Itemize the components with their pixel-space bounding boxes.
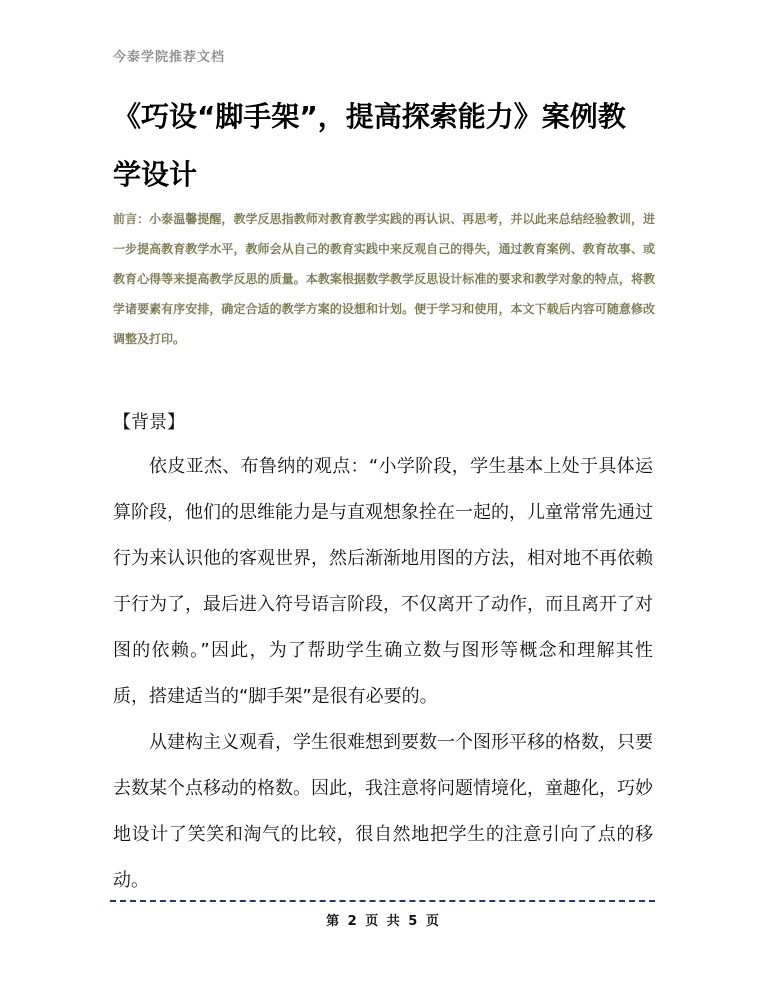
section-heading-background: 【背景】 — [113, 412, 185, 433]
document-title: 《巧设“脚手架”，提高探索能力》案例教学设计 — [113, 100, 626, 191]
header-brand: 今泰学院推荐文档 — [113, 50, 226, 65]
body-paragraph: 从建构主义观看，学生很难想到要数一个图形平移的格数，只要去数某个点移动的格数。因此，我注意将问题情境化，童趣化，巧妙地设计了笑笑和淘气的比较，很自然地把学生的注意引向了点的移动。 — [113, 732, 653, 891]
page-number: 第 2 页 共 5 页 — [326, 914, 439, 929]
body-paragraph: 依皮亚杰、布鲁纳的观点：“小学阶段，学生基本上处于具体运算阶段，他们的思维能力是与直观想象拴在一起的，儿童常常先通过行为来认识他的客观世界，然后渐渐地用图的方法，相对地不再依赖于行为了，最后进入符号语言阶段，不仅离开了动作，而且离开了对图的依赖。”因此，为了帮助学生确立数与图形等概念和理解其性质，搭建适当的“脚手架”是很有必要的。 — [113, 456, 653, 707]
footer-divider — [110, 900, 655, 902]
preface-text: 前言：小泰温馨提醒，教学反思指教师对教育教学实践的再认识、再思考，并以此来总结经验教训，进一步提高教育教学水平，教师会从自己的教育实践中来反观自己的得失，通过教育案例、教育故事、或教育心得等来提高教学反思的质量。本教案根据数学教学反思设计标准的要求和教学对象的特点，将教学诸要素有序安排，确定合适的教学方案的设想和计划。便于学习和使用，本文下载后内容可随意修改调整及打印。 — [113, 212, 655, 346]
